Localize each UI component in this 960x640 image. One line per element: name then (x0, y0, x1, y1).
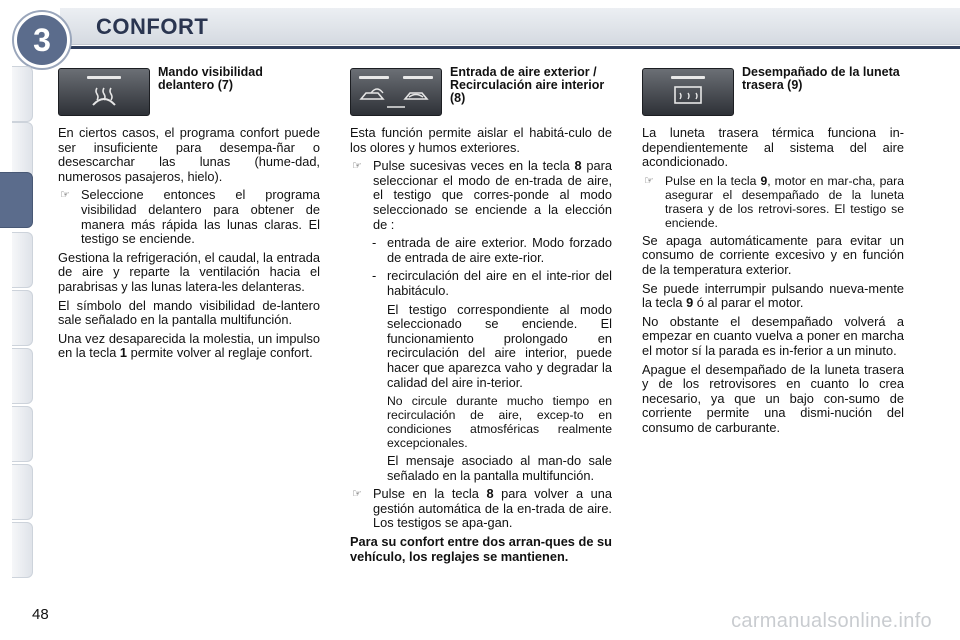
dash-item (350, 269, 612, 298)
paragraph: Gestiona la refrigeración, el caudal, la entrada de aire y reparte la ventilación hacia el parabrisas y las lunas latera-les delanteras. (58, 249, 320, 294)
key-number: 8 (486, 486, 494, 502)
paragraph (58, 332, 320, 361)
chapter-badge (14, 12, 70, 68)
chapter-tab-1[interactable] (12, 66, 33, 122)
pointing-hand-icon: ☞ (352, 488, 362, 501)
paragraph: La luneta trasera térmica funciona in-dependientemente al sistema del aire acondicionado. (642, 125, 904, 170)
chapter-tab-8[interactable] (12, 464, 33, 520)
text-part: Se puede interrumpir pulsando nueva-mente la tecla (642, 280, 904, 311)
page-number: 48 (32, 606, 49, 623)
text-part: Pulse en la tecla (373, 486, 487, 502)
dash-marker: - (372, 235, 377, 251)
rear-defrost-icon (643, 69, 733, 115)
paragraph: Esta función permite aislar el habitá-culo de los olores y humos exteriores. (350, 125, 612, 155)
text-part: para volver a una gestión automática de la en-trada de aire. Los testigos se apa-gan. (373, 486, 612, 531)
air-intake-button-image (350, 68, 442, 116)
chapter-tab-7[interactable] (12, 406, 33, 462)
section-title: Desempañado de la luneta trasera (9) (742, 65, 900, 92)
dash-item (350, 236, 612, 265)
key-number: 9 (686, 295, 694, 311)
bullet-item (350, 487, 612, 531)
pointing-hand-icon: ☞ (352, 160, 362, 173)
chapter-tab-9[interactable] (12, 522, 33, 578)
air-recirculation-icon (351, 69, 441, 115)
chapter-tabs (0, 66, 34, 576)
section-title: Entrada de aire exterior / Recirculación aire interior (8) (450, 65, 605, 105)
text-part: , motor en mar-cha, para asegurar el desempañado de la luneta trasera y de los retrovi-sores. El testigo se enciende. (665, 173, 904, 230)
pointing-hand-icon: ☞ (60, 189, 70, 202)
section-title: Mando visibilidad delantero (7) (158, 65, 263, 92)
dash-marker: - (372, 268, 377, 284)
section-body (350, 126, 612, 568)
closing-note-text: Para su confort entre dos arran-ques de su vehículo, los reglajes se mantienen. (350, 534, 612, 564)
indented-paragraph: El mensaje asociado al man-do sale señalado en la pantalla multifunción. (387, 453, 612, 483)
rear-defrost-button-image (642, 68, 734, 116)
bullet-item (58, 188, 320, 246)
indented-paragraph: El testigo correspondiente al modo seleccionado se enciende. El funcionamiento prolongado en recirculación del aire interior, puede hacer que aparezca vaho y degradar la calidad del aire in-terior. (387, 301, 612, 390)
chapter-number: 3 (33, 21, 51, 58)
key-number: 9 (760, 173, 768, 188)
dash-text: entrada de aire exterior. Modo forzado de entrada de aire exte-rior. (387, 235, 612, 265)
watermark: carmanualsonline.info (731, 610, 932, 632)
text-part: Pulse sucesivas veces en la tecla (373, 158, 575, 174)
paragraph: Apague el desempañado de la luneta trasera y de los retrovisores en cuanto lo crea necesario, ya que un bajo con-sumo de corriente permite una dismi-nución del consumo de carburante. (642, 361, 904, 435)
chapter-tab-6[interactable] (12, 348, 33, 404)
indented-paragraph: No circule durante mucho tiempo en recirculación de aire, excep-to en condiciones atmosféricas realmente excepcionales. (387, 394, 612, 451)
section-body (58, 126, 320, 365)
text-part: ó al parar el motor. (693, 295, 804, 311)
paragraph (642, 282, 904, 311)
bullet-item (642, 174, 904, 230)
chapter-tab-3-active[interactable] (0, 172, 33, 228)
dash-text: recirculación del aire en el inte-rior del habitáculo. (387, 268, 612, 298)
paragraph: En ciertos casos, el programa confort puede ser insuficiente para desempa-ñar o desescarchar las lunas (hume-dad, numerosos pasajeros, hielo). (58, 125, 320, 184)
text-part: permite volver al reglaje confort. (127, 345, 313, 361)
key-number: 8 (574, 158, 582, 174)
paragraph: El símbolo del mando visibilidad de-lantero sale señalado en la pantalla multifunción. (58, 297, 320, 328)
pointing-hand-icon: ☞ (644, 174, 654, 187)
text-part: Una vez desaparecida la molestia, un impulso en la tecla (58, 330, 320, 361)
text-part: para seleccionar el modo de en-trada de aire, el testigo que corres-ponde al modo seleccionado se enciende a la elección de : (373, 158, 612, 232)
closing-note (350, 535, 612, 564)
front-demist-button-image (58, 68, 150, 116)
key-number: 1 (119, 345, 128, 361)
header-divider (60, 46, 960, 49)
front-demist-icon (59, 69, 149, 115)
section-body (642, 126, 904, 440)
paragraph: Se apaga automáticamente para evitar un consumo de corriente excesivo y en función de la temperatura exterior. (642, 232, 904, 277)
bullet-text: Seleccione entonces el programa visibilidad delantero para obtener de manera más rápida las lunas claras. El testigo se enciende. (81, 187, 320, 247)
text-part: Pulse en la tecla (665, 173, 761, 188)
page-title: CONFORT (96, 14, 209, 39)
chapter-tab-5[interactable] (12, 290, 33, 346)
paragraph: No obstante el desempañado volverá a empezar en cuanto vuelva a poner en marcha el motor sí la parada es in-ferior a un minuto. (642, 313, 904, 358)
chapter-tab-4[interactable] (12, 232, 33, 288)
bullet-item (350, 159, 612, 232)
page-header (0, 0, 960, 60)
chapter-tab-2[interactable] (12, 122, 33, 178)
